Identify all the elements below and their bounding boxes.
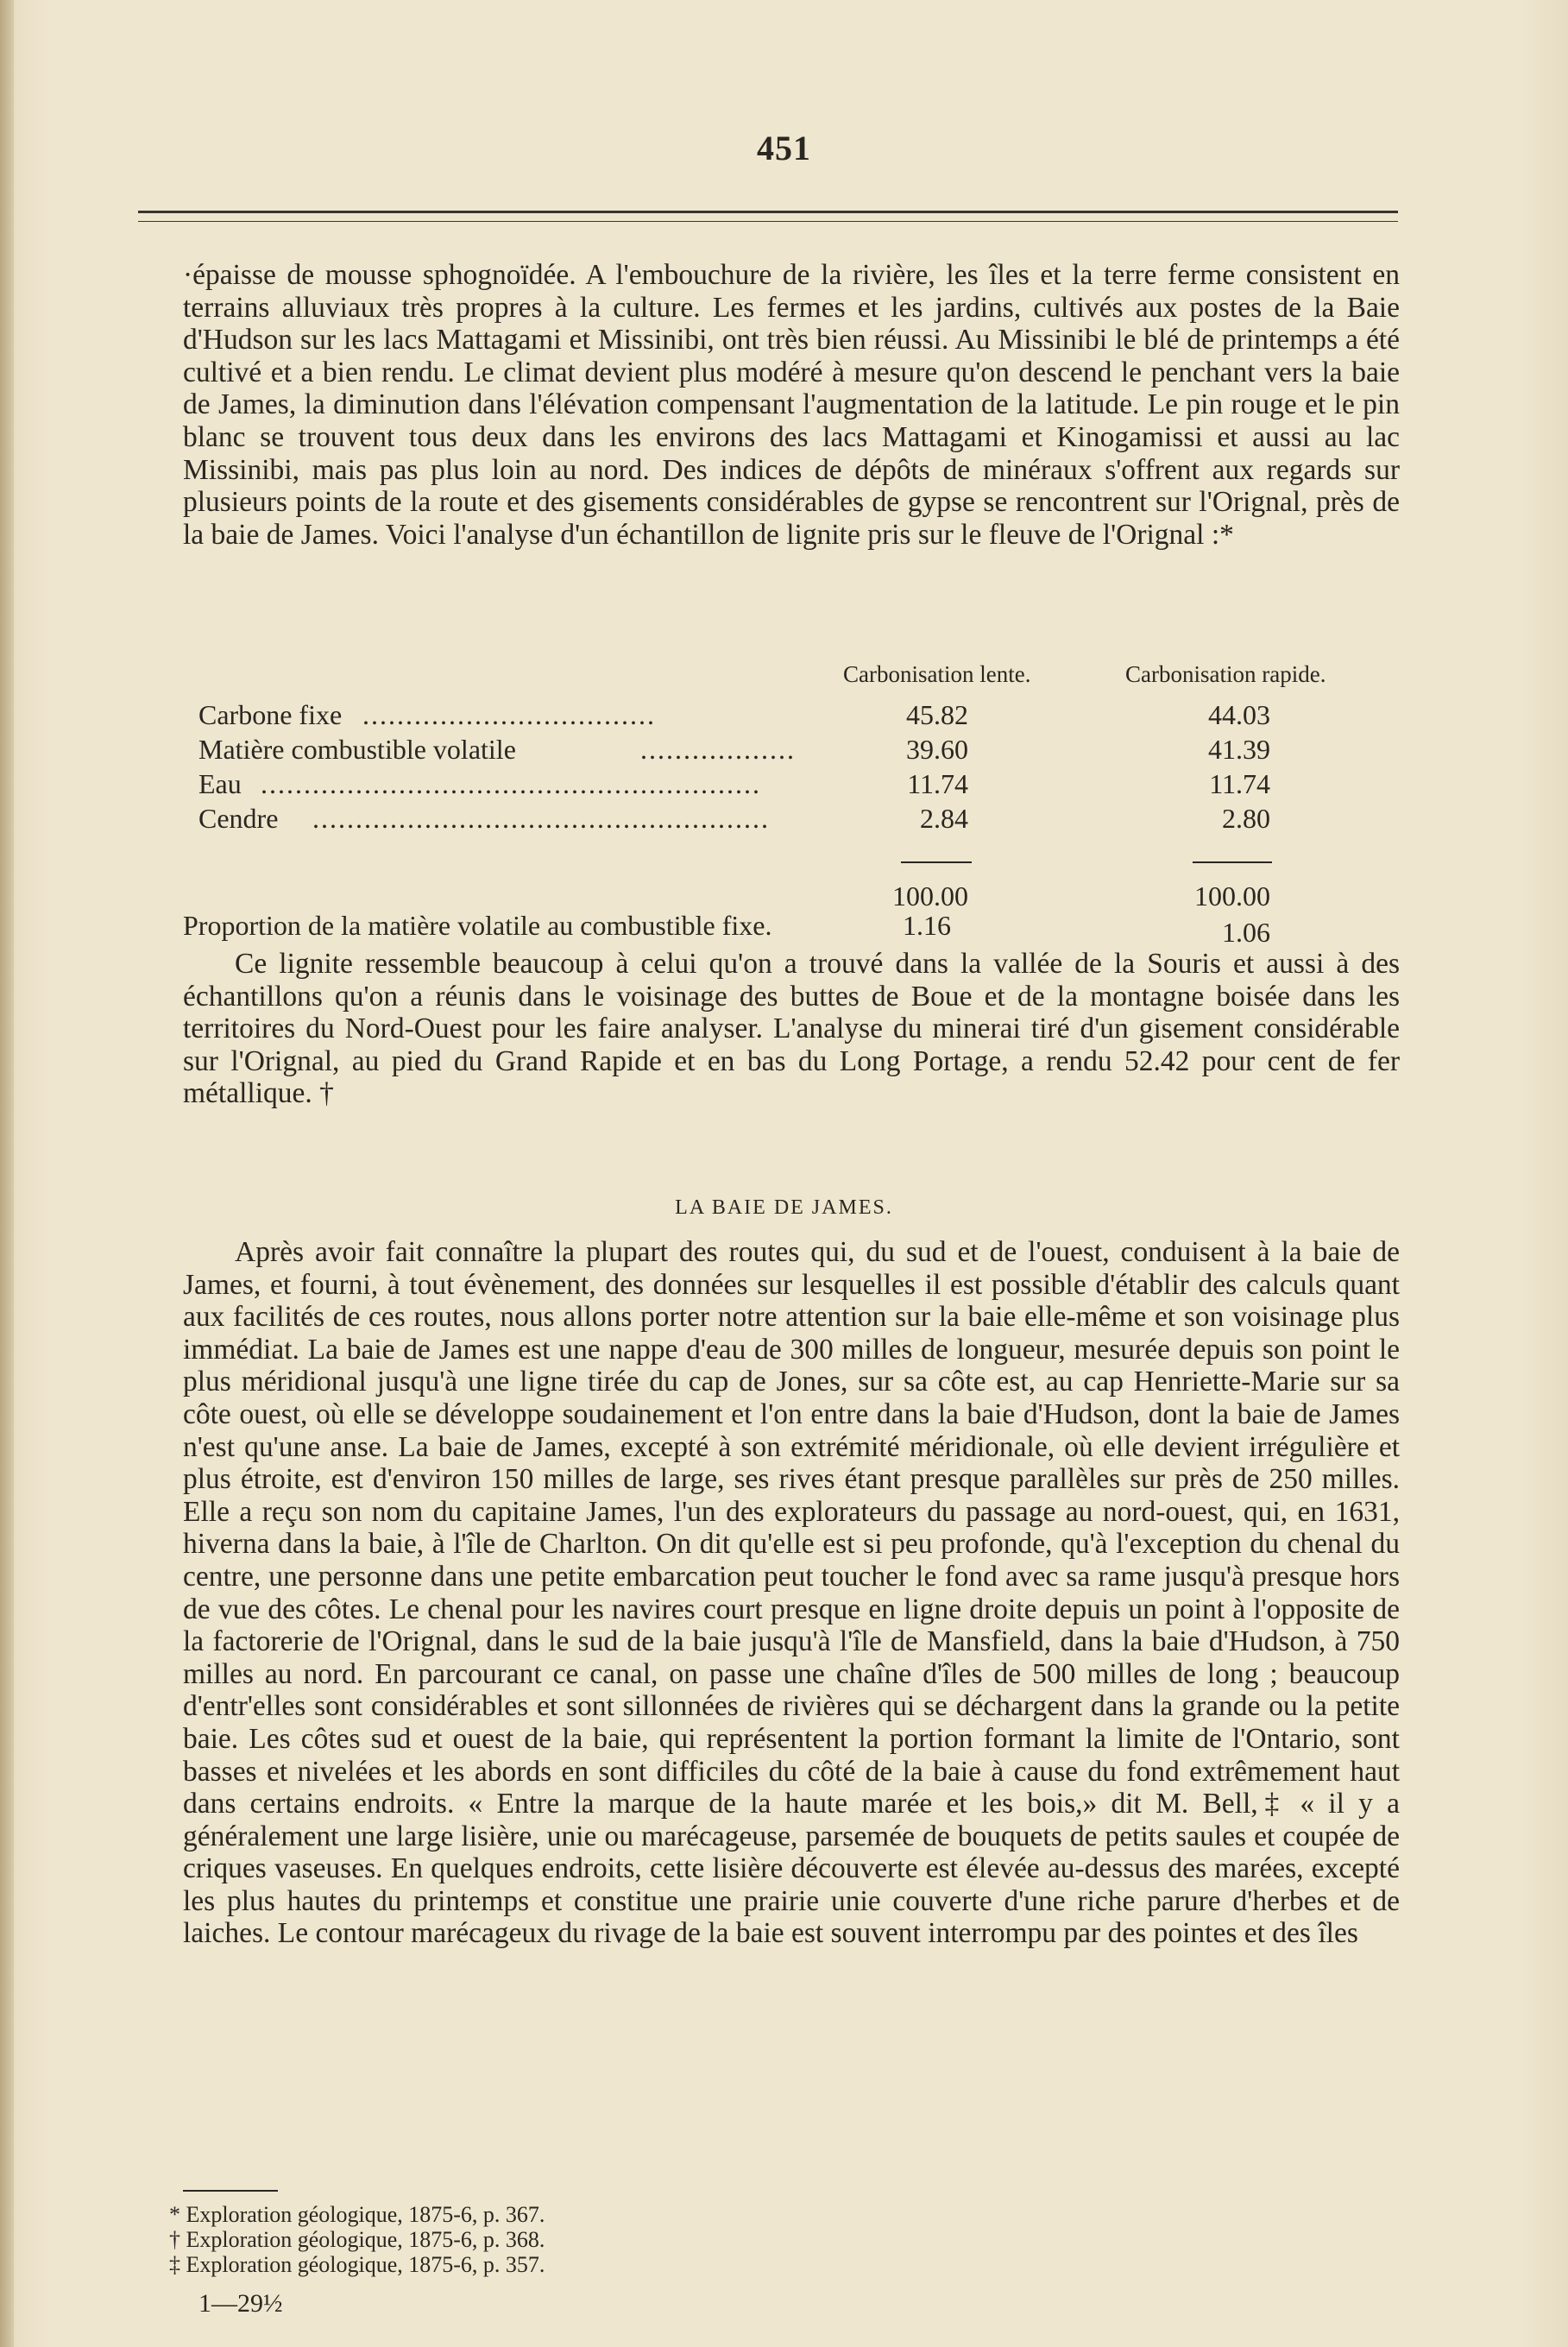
cell-slow: 45.82 xyxy=(906,699,968,730)
table-row xyxy=(183,803,1400,837)
paragraph-intro xyxy=(183,259,1400,551)
row-label: Matière combustible volatile xyxy=(198,734,516,765)
column-header-rapid: Carbonisation rapide. xyxy=(1125,661,1326,687)
cell-slow: 11.74 xyxy=(907,768,968,799)
footnote-rule xyxy=(183,2190,278,2192)
total-slow: 100.00 xyxy=(892,880,968,912)
leader-dots: .......................................................... xyxy=(261,768,761,799)
cell-rapid: 41.39 xyxy=(1208,734,1270,765)
table-proportion-row xyxy=(183,910,1400,948)
paragraph-james-bay-text: Après avoir fait connaître la plupart des routes qui, du sud et de l'ouest, conduisent à la baie de James, et fourni, à tout évènement, des données sur lesquelles il est possible d'établir des calculs quant aux facilités de ces routes, nous allons porter notre attention sur la baie elle-même et son voisinage plus immédiat. La baie de James est une nappe d'eau de 300 milles de longueur, mesurée depuis son point le plus méridional jusqu'à une ligne tirée du cap de Jones, sur sa côte est, au cap Henriette-Marie sur sa côte ouest, où elle se développe soudainement et l'on entre dans la baie d'Hudson, dont la baie de James n'est qu'une anse. La baie de James, excepté à son extrémité méridionale, où elle devient irrégulière et plus étroite, est d'environ 150 milles de large, ses rives étant presque parallèles sur près de 250 milles. Elle a reçu son nom du capitaine James, l'un des explorateurs du passage au nord-ouest, qui, en 1631, hiverna dans la baie, à l'île de Charlton. On dit qu'elle est si peu profonde, qu'à l'exception du chenal du centre, une personne dans une petite embarcation peut toucher le fond avec sa rame jusqu'à presque hors de vue des côtes. Le chenal pour les navires court presque en ligne droite depuis un point à l'opposite de la factorerie de l'Orignal, dans le sud de la baie jusqu'à l'île de Mansfield, dans la baie d'Hudson, à 750 milles au nord. En parcourant ce canal, on passe une chaîne d'îles de 500 milles de long ; beaucoup d'entr'elles sont considérables et sont sillonnées de rivières qui se déchargent dans la grande ou la petite baie. Les côtes sud et ouest de la baie, qui représentent la portion formant la limite de l'Ontario, sont basses et nivelées et les abords en sont difficiles du côté de la baie à cause du fond extrêmement haut dans certains endroits. « Entre la marque de la haute marée et les bois,» dit M. Bell,‡ « il y a généralement une large lisière, unie ou marécageuse, parsemée de bouquets de petits saules et coupée de criques vaseuses. En quelques endroits, cette lisière découverte est élevée au-dessus des marées, excepté les plus hautes du printemps et constitue une prairie unie couverte d'une riche parure d'herbes et de laiches. Le contour marécageux du rivage de la baie est souvent interrompu par des pointes et des îles xyxy=(183,1236,1400,1950)
table-row xyxy=(183,699,1400,734)
page-binding-edge xyxy=(0,0,14,2347)
header-rule xyxy=(138,211,1398,213)
footnotes xyxy=(169,2202,545,2277)
cell-rapid: 11.74 xyxy=(1209,768,1270,799)
page-number: 451 xyxy=(757,129,811,167)
leader-dots: ..................................................... xyxy=(312,803,770,834)
section-heading: LA BAIE DE JAMES. xyxy=(675,1196,893,1219)
header-rule-thin xyxy=(138,221,1398,222)
footnote: † Exploration géologique, 1875-6, p. 368. xyxy=(169,2227,545,2252)
column-header-slow: Carbonisation lente. xyxy=(843,661,1031,687)
table-row xyxy=(183,734,1400,768)
sum-rule-rapid xyxy=(1193,861,1272,863)
paragraph-lignite-text: Ce lignite ressemble beaucoup à celui qu'on a trouvé dans la vallée de la Souris et aussi à des échantillons qu'on a réunis dans le voisinage des buttes de Boue et de la montagne boisée dans les territoires du Nord-Ouest pour les faire analyser. L'analyse du minerai tiré d'un gisement considérable sur l'Orignal, au pied du Grand Rapide et en bas du Long Portage, a rendu 52.42 pour cent de fer métallique. † xyxy=(183,948,1400,1110)
footnote: * Exploration géologique, 1875-6, p. 367. xyxy=(169,2202,545,2227)
row-label: Cendre xyxy=(198,803,279,834)
paragraph-lignite xyxy=(183,948,1400,1110)
table-header xyxy=(183,661,1400,692)
sum-rule-slow xyxy=(901,861,972,863)
total-rapid: 100.00 xyxy=(1194,880,1270,912)
proportion-rapid: 1.06 xyxy=(1222,917,1270,948)
leader-dots: .................................. xyxy=(362,699,656,730)
row-label: Eau xyxy=(198,768,242,799)
proportion-slow: 1.16 xyxy=(903,910,951,941)
row-label: Carbone fixe xyxy=(198,699,343,730)
footnote: ‡ Exploration géologique, 1875-6, p. 357. xyxy=(169,2252,545,2277)
paragraph-intro-text: ·épaisse de mousse sphognoïdée. A l'embouchure de la rivière, les îles et la terre ferme consistent en terrains alluviaux très propres à la culture. Les fermes et les jardins, cultivés aux postes de la Baie d'Hudson sur les lacs Mattagami et Missinibi, ont très bien réussi. Au Missinibi le blé de printemps a été cultivé et a bien rendu. Le climat devient plus modéré à mesure qu'on descend le penchant vers la baie de James, la diminution dans l'élévation compensant l'augmentation de la latitude. Le pin rouge et le pin blanc se trouvent tous deux dans les environs des lacs Mattagami et Kinogamissi et aussi au lac Missinibi, mais pas plus loin au nord. Des indices de dépôts de minéraux s'offrent aux regards sur plusieurs points de la route et des gisements considérables de gypse se rencontrent sur l'Orignal, près de la baie de James. Voici l'analyse d'un échantillon de lignite pris sur le fleuve de l'Orignal :* xyxy=(183,259,1400,551)
cell-slow: 2.84 xyxy=(920,803,968,834)
leader-dots: .................. xyxy=(640,734,796,765)
paragraph-james-bay xyxy=(183,1236,1400,1950)
cell-rapid: 2.80 xyxy=(1222,803,1270,834)
cell-slow: 39.60 xyxy=(906,734,968,765)
table-row xyxy=(183,768,1400,803)
proportion-label: Proportion de la matière volatile au combustible fixe. xyxy=(183,910,772,941)
cell-rapid: 44.03 xyxy=(1208,699,1270,730)
signature-mark: 1—29½ xyxy=(198,2289,283,2318)
